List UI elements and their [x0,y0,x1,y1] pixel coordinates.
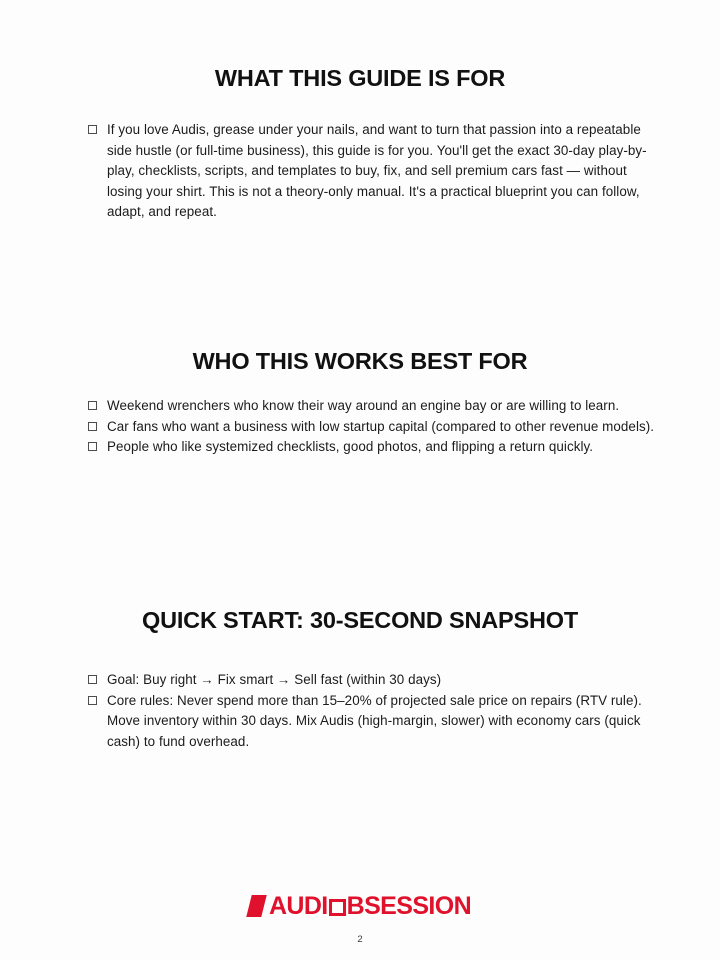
logo-square-o-icon [329,899,346,916]
logo-text-audi: AUDI [268,892,328,920]
list-item-text: If you love Audis, grease under your nails, and want to turn that passion into a repeatable side hustle (or full-time business), this guide is for you. You'll get the exact 30-day play-by-play, checklists, scripts, and templates to buy, fix, and sell premium cars fast — without losing your shirt. This is not a theory-only manual. It's a practical blueprint you can follow, adapt, and repeat. [107,122,647,220]
list-item[interactable] [88,396,660,417]
list-item[interactable] [88,417,660,438]
checkbox-icon[interactable] [88,401,97,410]
section-heading-quick-start: QUICK START: 30-SECOND SNAPSHOT [142,607,578,633]
logo-slash-icon [246,895,266,917]
checklist-quick-start [88,670,660,752]
list-item-text: Goal: Buy right → Fix smart → Sell fast (within 30 days) [107,672,442,687]
checklist-who-this-works-best-for [88,396,660,458]
checkbox-icon[interactable] [88,696,97,705]
list-item[interactable] [88,691,660,753]
section-heading-who-this-works-best-for: WHO THIS WORKS BEST FOR [192,348,528,374]
list-item-text: Weekend wrenchers who know their way around an engine bay or are willing to learn. [107,398,620,413]
list-item[interactable] [88,670,660,691]
logo-text-bsession: BSESSION [346,892,472,920]
list-item[interactable] [88,437,660,458]
page-number: 2 [357,934,363,945]
list-item-text: People who like systemized checklists, good photos, and flipping a return quickly. [107,439,594,455]
logo-lockup [249,893,471,919]
checklist-what-this-guide-is-for [88,120,660,223]
list-item[interactable] [88,120,660,223]
checkbox-icon[interactable] [88,422,97,431]
footer-logo [0,893,720,919]
list-item-text: Car fans who want a business with low startup capital (compared to other revenue models). [107,418,655,434]
checkbox-icon[interactable] [88,442,97,451]
checkbox-icon[interactable] [88,675,97,684]
list-item-text: Core rules: Never spend more than 15–20% of projected sale price on repairs (RTV rule). Move inventory within 30 days. Mix Audis (high-margin, slower) with economy cars (quick cash) to fund overhead. [107,692,642,749]
checkbox-icon[interactable] [88,125,97,134]
section-heading-what-this-guide-is-for: WHAT THIS GUIDE IS FOR [214,65,506,91]
